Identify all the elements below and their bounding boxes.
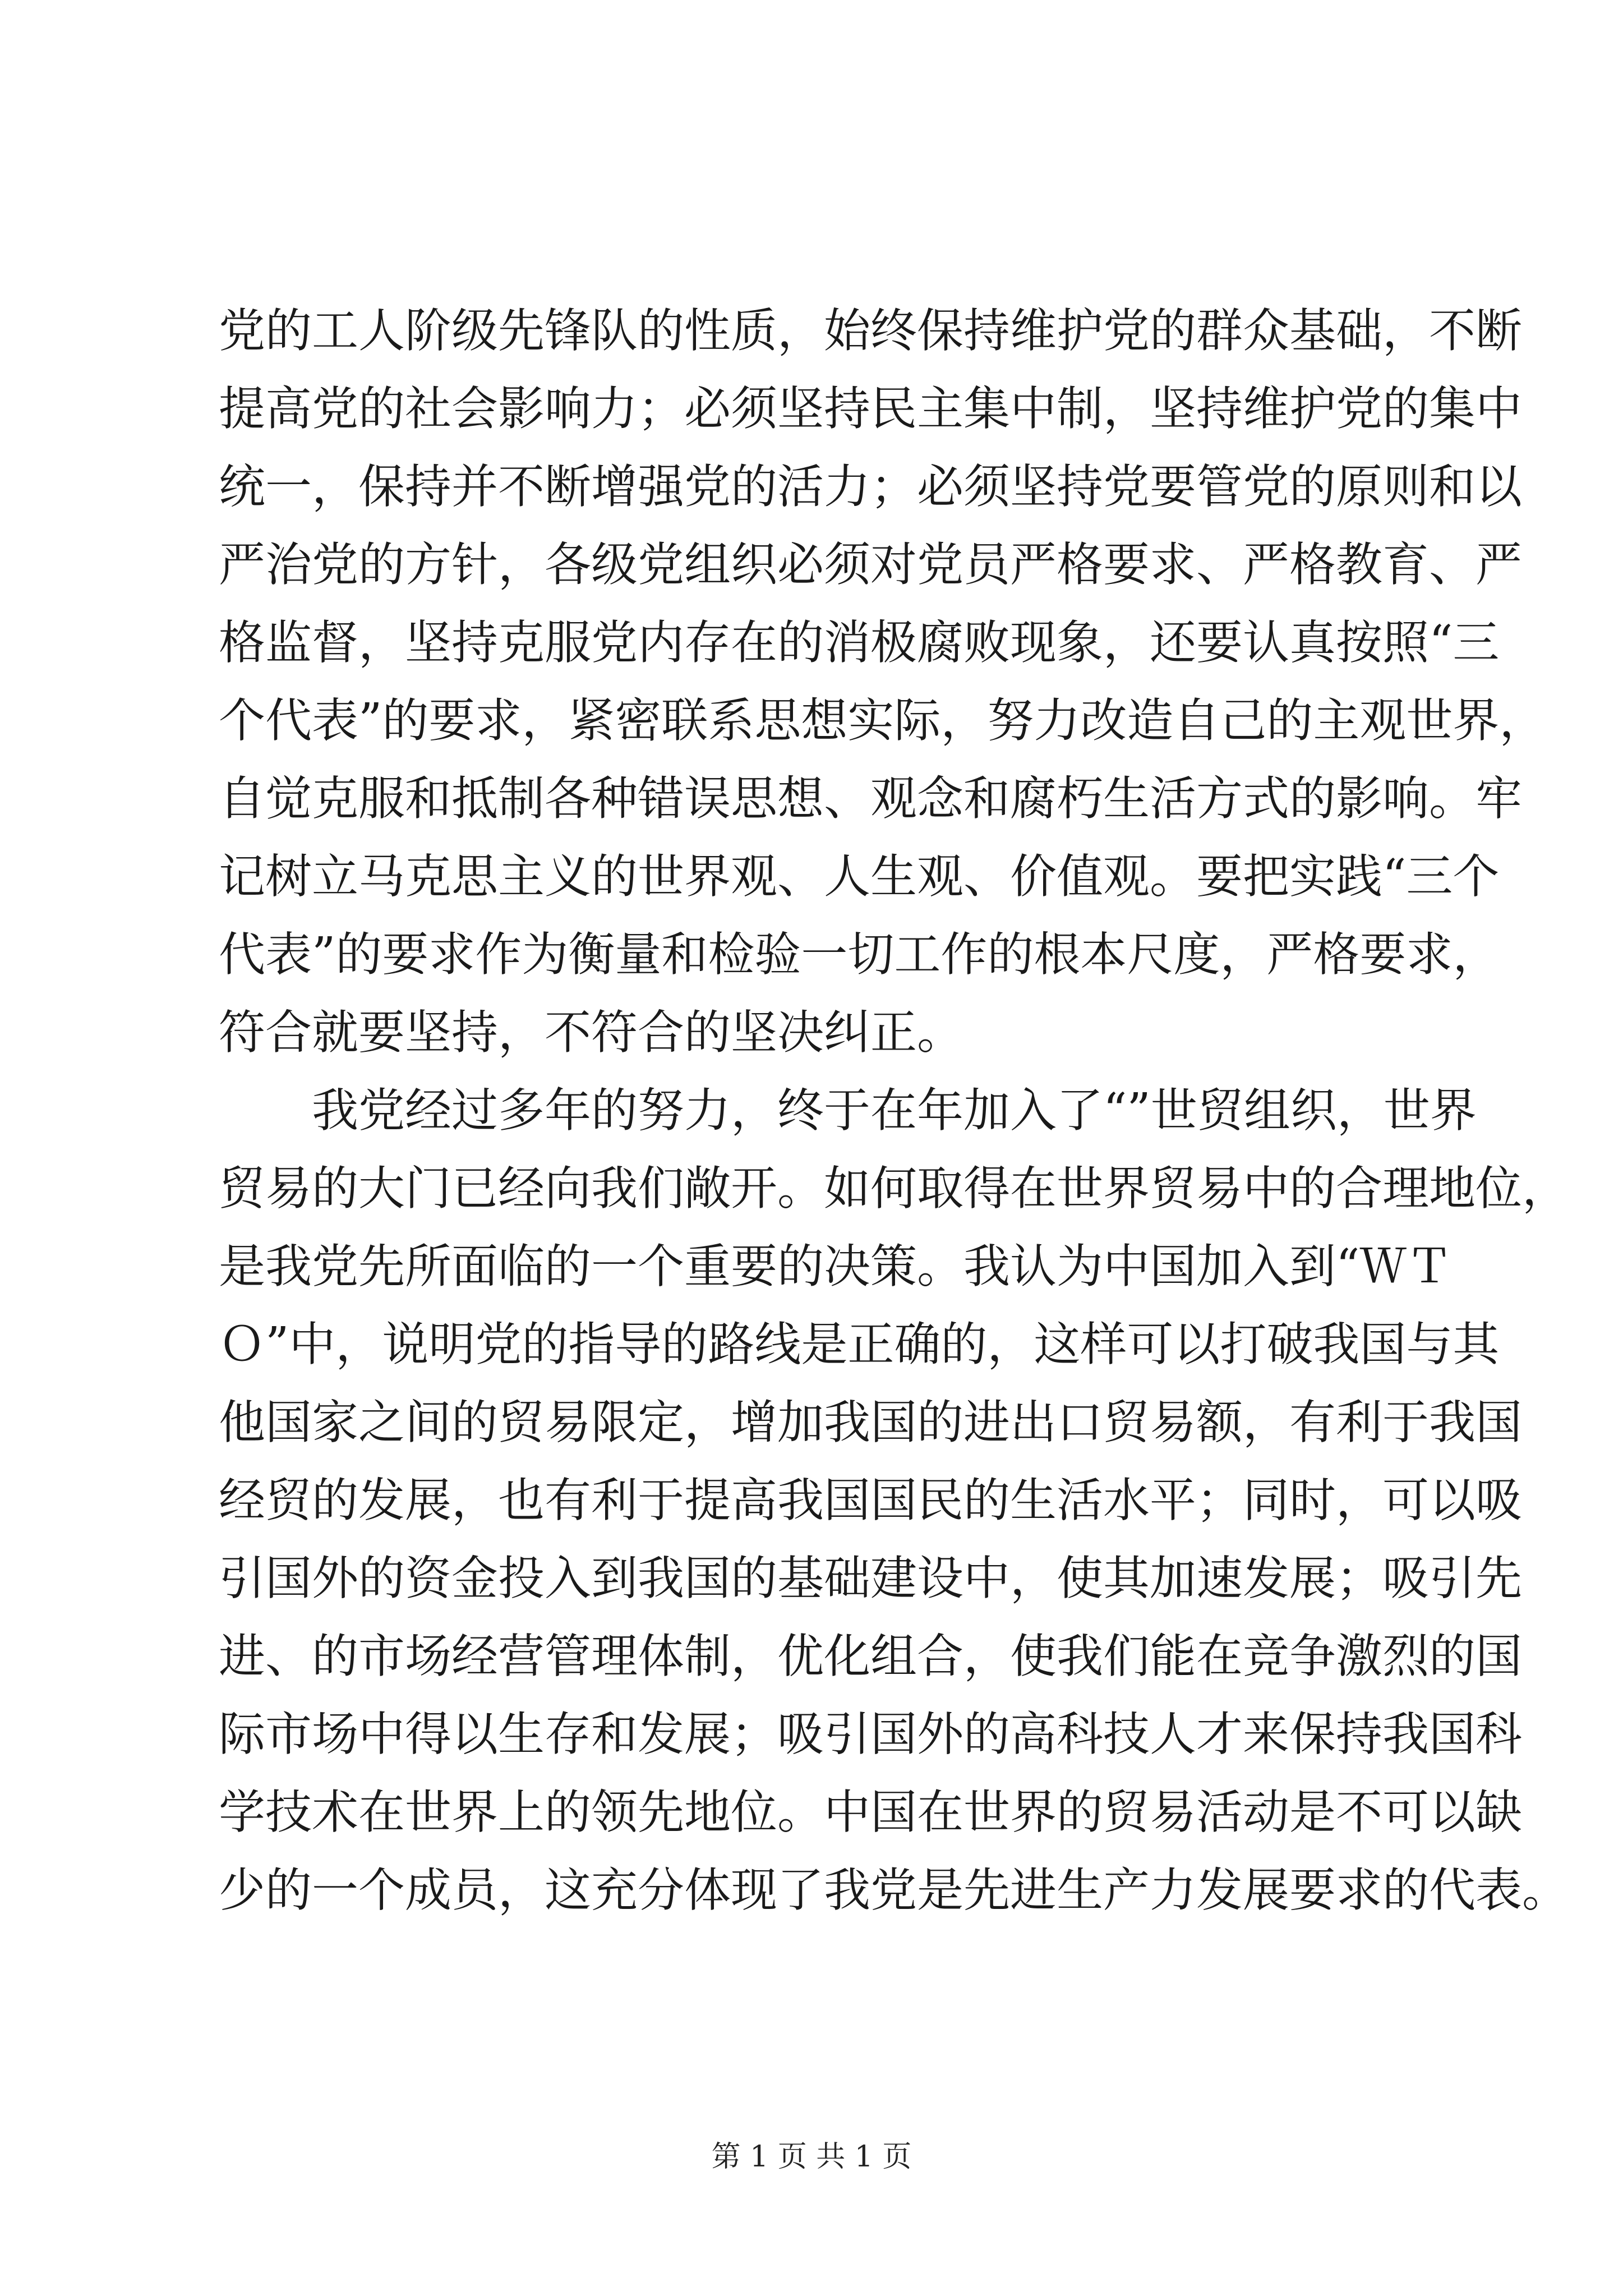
paragraph-line: 个代表”的要求，紧密联系思想实际，努力改造自己的主观世界，	[219, 693, 1546, 748]
paragraph-line: 际市场中得以生存和发展；吸引国外的高科技人才来保持我国科	[219, 1707, 1522, 1761]
document-body	[219, 292, 1569, 1929]
page-footer: 第 1 页 共 1 页	[711, 2140, 912, 2174]
paragraph-line: 经贸的发展，也有利于提高我国国民的生活水平；同时，可以吸	[219, 1473, 1522, 1527]
paragraph-line: 是我党先所面临的一个重要的决策。我认为中国加入到“ＷＴ	[219, 1239, 1453, 1294]
paragraph-line: 提高党的社会影响力；必须坚持民主集中制，坚持维护党的集中	[219, 381, 1522, 436]
paragraph-line: 严治党的方针，各级党组织必须对党员严格要求、严格教育、严	[219, 537, 1522, 592]
paragraph-line: 学技术在世界上的领先地位。中国在世界的贸易活动是不可以缺	[219, 1785, 1522, 1839]
paragraph-line: 进、的市场经营管理体制，优化组合，使我们能在竞争激烈的国	[219, 1629, 1522, 1683]
paragraph-line: 自觉克服和抵制各种错误思想、观念和腐朽生活方式的影响。牢	[219, 771, 1522, 826]
paragraph-1	[219, 292, 1546, 1071]
paragraph-2	[219, 1071, 1569, 1929]
paragraph-line: 记树立马克思主义的世界观、人生观、价值观。要把实践“三个	[219, 849, 1500, 904]
paragraph-line: Ｏ”中，说明党的指导的路线是正确的，这样可以打破我国与其	[219, 1317, 1500, 1372]
paragraph-line: 统一，保持并不断增强党的活力；必须坚持党要管党的原则和以	[219, 459, 1522, 514]
paragraph-line: 格监督，坚持克服党内存在的消极腐败现象，还要认真按照“三	[219, 615, 1500, 670]
paragraph-line: 他国家之间的贸易限定，增加我国的进出口贸易额，有利于我国	[219, 1395, 1522, 1450]
paragraph-line: 党的工人阶级先锋队的性质，始终保持维护党的群众基础，不断	[219, 303, 1522, 358]
paragraph-line: 引国外的资金投入到我国的基础建设中，使其加速发展；吸引先	[219, 1551, 1522, 1605]
paragraph-first-line: 我党经过多年的努力，终于在年加入了“”世贸组织，世界	[312, 1083, 1477, 1138]
paragraph-line: 符合就要坚持，不符合的坚决纠正。	[219, 1005, 963, 1060]
paragraph-line: 少的一个成员，这充分体现了我党是先进生产力发展要求的代表。	[219, 1863, 1569, 1917]
paragraph-line: 代表”的要求作为衡量和检验一切工作的根本尺度，严格要求，	[219, 927, 1500, 982]
paragraph-line: 贸易的大门已经向我们敞开。如何取得在世界贸易中的合理地位，	[219, 1161, 1569, 1216]
